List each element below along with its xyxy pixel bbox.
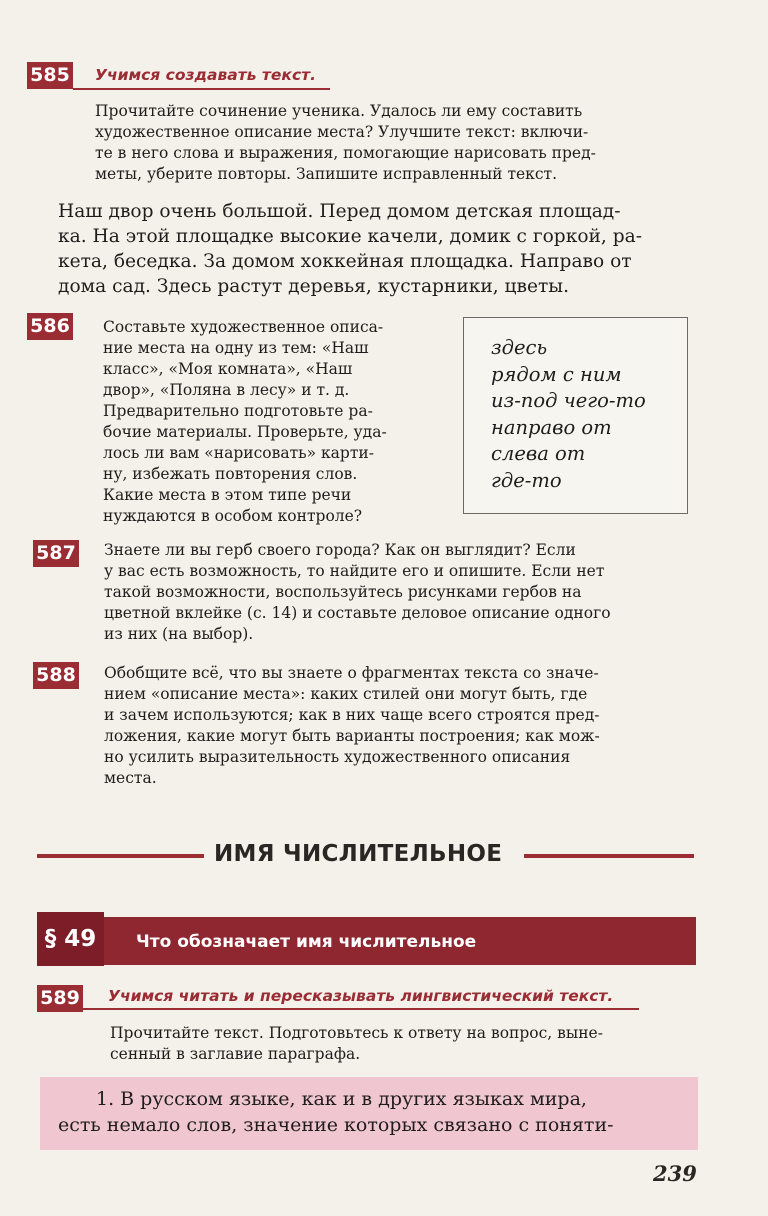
exercise-number-586: 586	[27, 313, 73, 340]
text-line: Прочитайте текст. Подготовьтесь к ответу на вопрос, выне-	[110, 1024, 603, 1042]
text-line: Прочитайте сочинение ученика. Удалось ли ему составить	[95, 102, 583, 120]
text-line: двор», «Поляна в лесу» и т. д.	[103, 381, 350, 399]
box-word: где-то	[491, 468, 562, 492]
text-line: цветной вклейке (с. 14) и составьте деловое описание одного	[104, 604, 611, 622]
text-line: ка. На этой площадке высокие качели, домик с горкой, ра-	[58, 226, 643, 247]
box-word: здесь	[491, 336, 548, 359]
text-line: лось ли вам «нарисовать» карти-	[103, 444, 374, 462]
word-box	[463, 317, 688, 514]
text-line: Наш двор очень большой. Перед домом детская площад-	[58, 201, 621, 222]
text-line: но усилить выразительность художественного описания	[104, 748, 571, 766]
text-line: бочие материалы. Проверьте, уда-	[103, 423, 387, 441]
box-word: рядом с ним	[491, 362, 622, 386]
text-line: такой возможности, воспользуйтесь рисунками гербов на	[104, 583, 582, 601]
reading-text-box	[40, 1077, 698, 1150]
text-line: Обобщите всё, что вы знаете о фрагментах текста со значе-	[104, 664, 599, 682]
text-line: Знаете ли вы герб своего города? Как он выглядит? Если	[104, 541, 576, 559]
text-line: класс», «Моя комната», «Наш	[103, 360, 353, 378]
text-line: из них (на выбор).	[104, 625, 254, 643]
text-line: Какие места в этом типе речи	[103, 486, 352, 504]
text-line: кета, беседка. За домом хоккейная площадка. Направо от	[58, 251, 632, 272]
exercise-589-task	[110, 1023, 694, 1065]
text-line: ну, избежать повторения слов.	[103, 465, 358, 483]
text-line: меты, уберите повторы. Запишите исправленный текст.	[95, 165, 558, 183]
text-line: у вас есть возможность, то найдите его и опишите. Если нет	[104, 562, 605, 580]
chapter-title: ИМЯ ЧИСЛИТЕЛЬНОЕ	[214, 841, 503, 867]
exercise-number-589: 589	[37, 985, 83, 1012]
exercise-585-task	[95, 101, 685, 185]
heading-underline-585	[73, 88, 330, 90]
exercise-heading-589: Учимся читать и пересказывать лингвистический текст.	[108, 987, 614, 1005]
text-line: ложения, какие могут быть варианты построения; как мож-	[104, 727, 600, 745]
text-line: ние места на одну из тем: «Наш	[103, 339, 369, 357]
text-line: и зачем используются; как в них чаще всего строятся пред-	[104, 706, 600, 724]
student-essay	[58, 199, 698, 299]
exercise-586-task	[103, 317, 439, 527]
exercise-number-588: 588	[33, 662, 79, 689]
text-line: нием «описание места»: каких стилей они могут быть, где	[104, 685, 588, 703]
text-line: нуждаются в особом контроле?	[103, 507, 363, 525]
box-word: направо от	[491, 415, 612, 439]
text-line: художественное описание места? Улучшите текст: включи-	[95, 123, 589, 141]
box-word: из-под чего-то	[491, 389, 646, 412]
text-line: дома сад. Здесь растут деревья, кустарники, цветы.	[58, 276, 569, 297]
box-word: слева от	[491, 442, 586, 465]
exercise-number-585: 585	[27, 62, 73, 89]
exercise-heading-585: Учимся создавать текст.	[95, 66, 317, 84]
exercise-587-task	[104, 540, 692, 645]
chapter-rule-left	[37, 854, 204, 858]
page-number: 239	[653, 1161, 697, 1186]
text-line: сенный в заглавие параграфа.	[110, 1045, 361, 1063]
text-line: есть немало слов, значение которых связано с поняти-	[58, 1114, 614, 1136]
text-line: Составьте художественное описа-	[103, 318, 384, 336]
exercise-number-587: 587	[33, 540, 79, 567]
heading-underline-589	[83, 1008, 639, 1010]
text-line: места.	[104, 769, 157, 787]
text-line: Предварительно подготовьте ра-	[103, 402, 373, 420]
section-number: § 49	[37, 912, 104, 966]
text-line: те в него слова и выражения, помогающие нарисовать пред-	[95, 144, 596, 162]
exercise-588-task	[104, 663, 692, 789]
section-title: Что обозначает имя числительное	[136, 932, 477, 952]
chapter-rule-right	[524, 854, 694, 858]
text-line: 1. В русском языке, как и в других языках мира,	[96, 1088, 587, 1110]
